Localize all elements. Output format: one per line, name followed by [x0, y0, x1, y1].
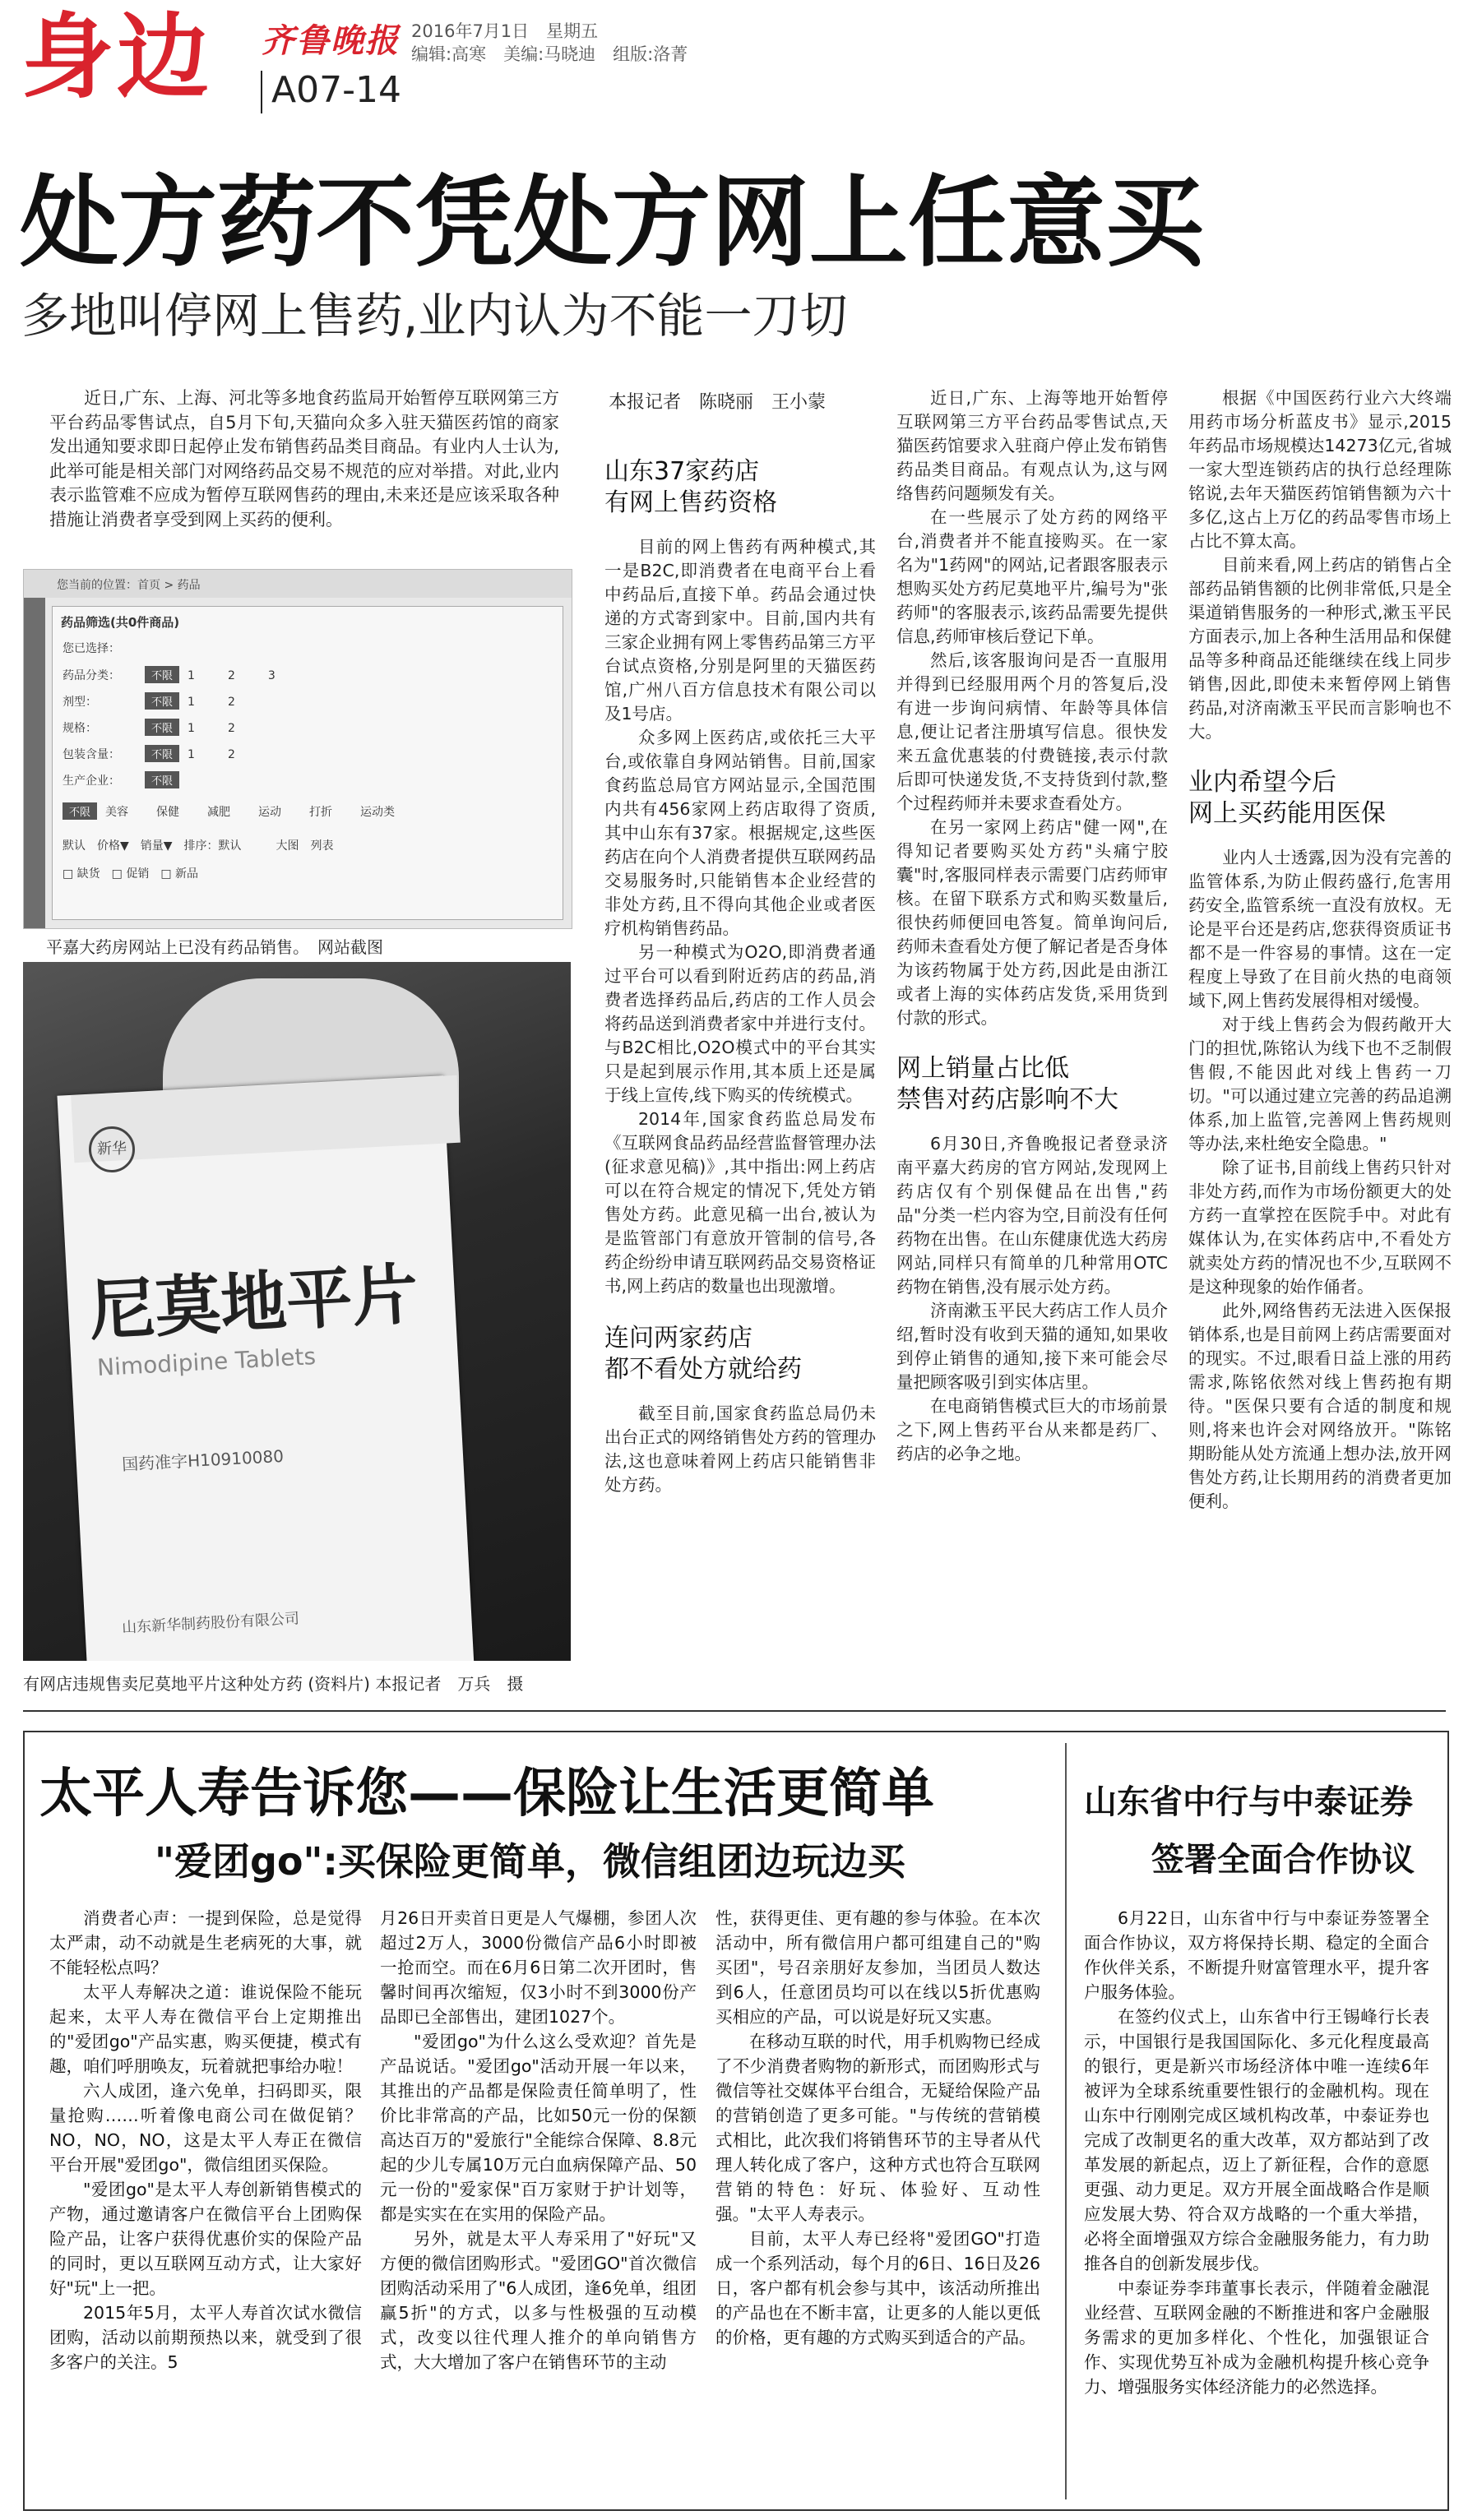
paragraph: 目前，太平人寿已经将"爱团GO"打造成一个系列活动，每个月的6日、16日及26日，客户都有机会参与其中，该活动所推出的产品也在不断丰富，让更多的人能以更低的价格，更有趣的方式购买到适合的产品。 [715, 2229, 1040, 2347]
paragraph: 另外，就是太平人寿采用了"好玩"又方便的微信团购形式。"爱团GO"首次微信团购活动采用了"6人成团，逢6免单，组团赢5折"的方式，以多与性极强的互动模式，改变以往代理人推介的单向销售方式，大大增加了客户在销售环节的主动 [380, 2229, 697, 2372]
paragraph: 业内人士透露,因为没有完善的监管体系,为防止假药盛行,危害用药安全,监管系统一直没有放权。无论是平台还是药店,您获得资质证书都不是一件容易的事情。这在一定程度上导致了在目前火热的电商领域下,网上售药发展得相对缓慢。 [1188, 848, 1452, 1010]
advertorial-column-3 [715, 1906, 1040, 2350]
filter-row [63, 745, 268, 762]
paragraph: 6月30日,齐鲁晚报记者登录济南平嘉大药房的官方网站,发现网上药店仅有个别保健品在出售,"药品"分类一栏内容为空,目前没有任何药物在出售。在山东健康优选大药房网站,同样只有简单的几种常用OTC药物在销售,没有展示处方药。 [896, 1134, 1168, 1297]
filter-option[interactable]: 不限 [145, 692, 179, 710]
filter-label: 药品分类： [63, 669, 120, 682]
breadcrumb-text: 您当前的位置：首页 > 药品 [57, 579, 201, 592]
paragraph: "爱团go"是太平人寿创新销售模式的产物，通过邀请客户在微信平台上团购保险产品，让客户获得优惠价实的保险产品的同时，更以互联网互动方式，让大家好好"玩"上一把。 [49, 2180, 362, 2298]
filter-label: 包装含量： [63, 748, 120, 761]
paragraph: 性，获得更佳、更有趣的参与体验。在本次活动中，所有微信用户都可组建自己的"购买团"，号召亲朋好友参加，当团员人数达到6人，任意团员均可以在线以5折优惠购买相应的产品，可以说是好玩又实惠。 [715, 1908, 1040, 2027]
panel-title: 药品筛选(共0件商品) [61, 615, 180, 630]
website-screenshot [23, 569, 572, 929]
filter-option[interactable]: 1 [188, 696, 195, 709]
bank-news-body [1084, 1906, 1429, 2399]
advertorial-column-2 [380, 1906, 697, 2374]
column3-subheading [896, 1053, 1168, 1116]
photo-caption: 有网店违规售卖尼莫地平片这种处方药 (资料片) 本报记者 万兵 摄 [23, 1674, 524, 1694]
sort-option[interactable]: 运动 [258, 806, 282, 819]
issue-date: 2016年7月1日 星期五 [411, 21, 599, 41]
paragraph: 另一种模式为O2O,即消费者通过平台可以看到附近药店的药品,消费者选择药品后,药店的工作人员会将药品送到消费者家中并进行支付。与B2C相比,O2O模式中的平台其实只是起到展示作用,其本质上还是属于线上宣传,线下购买的传统模式。 [604, 942, 876, 1105]
screenshot-caption: 平嘉大药房网站上已没有药品销售。 网站截图 [46, 937, 383, 957]
filter-option[interactable]: 1 [188, 722, 195, 735]
filter-row [63, 640, 145, 656]
filter-row [63, 666, 308, 683]
masthead-divider [261, 71, 262, 113]
column4-body-2 [1188, 846, 1452, 1514]
medicine-logo: 新华 [89, 1126, 135, 1172]
advertorial-column-rule [1065, 1743, 1067, 2499]
sort-option[interactable]: 保健 [156, 806, 180, 819]
medicine-name: 尼莫地平片 [87, 1255, 420, 1350]
filter-option[interactable]: 3 [267, 669, 276, 682]
section-title: 身边 [21, 4, 212, 111]
subheadline: 多地叫停网上售药,业内认为不能一刀切 [21, 288, 848, 344]
filter-row [63, 692, 268, 710]
toolbar-row: 默认 价格▼ 销量▼ 排序：默认 大图 列表 [63, 839, 334, 853]
sort-option[interactable]: 运动类 [360, 806, 396, 819]
paragraph: 在电商销售模式巨大的市场前景之下,网上售药平台从来都是药厂、药店的必争之地。 [896, 1396, 1168, 1463]
sort-option[interactable]: 打折 [309, 806, 333, 819]
paragraph: 太平人寿解决之道：谁说保险不能玩起来，太平人寿在微信平台上定期推出的"爱团go"产品实惠，购买便捷，模式有趣，咱们呼朋唤友，玩着就把事给办啦！ [49, 1982, 362, 2076]
paragraph: 在另一家网上药店"健一网",在得知记者要购买处方药"头痛宁胶囊"时,客服同样表示需要门店药师审核。在留下联系方式和购买数量后,很快药师便回电答复。简单询问后,药师未查看处方便了解记者是否身体为该药物属于处方药,因此是由浙江或者上海的实体药店发货,采用货到付款的形式。 [896, 817, 1168, 1028]
medicine-manufacturer: 山东新华制药股份有限公司 [121, 1610, 300, 1637]
filter-option[interactable]: 2 [227, 696, 235, 709]
filter-option[interactable]: 不限 [145, 719, 179, 736]
article-column-4 [1188, 386, 1452, 1514]
paragraph: 中泰证券李玮董事长表示，伴随着金融混业经营、互联网金融的不断推进和客户金融服务需求的更加多样化、个性化，加强银证合作、实现优势互补成为金融机构提升核心竞争力、增强服务实体经济能力的必然选择。 [1084, 2278, 1429, 2397]
sort-option[interactable]: 减肥 [207, 806, 231, 819]
bank-news-title-2: 签署全面合作协议 [1151, 1841, 1415, 1879]
paragraph: 目前的网上售药有两种模式,其一是B2C,即消费者在电商平台上看中药品后,直接下单。药品会通过快递的方式寄到家中。目前,国内共有三家企业拥有网上零售药品第三方平台试点资格,分别是阿里的天猫医药馆,广州八百方信息技术有限公司以及1号店。 [604, 537, 876, 724]
paragraph: 近日,广东、上海等地开始暂停互联网第三方平台药品零售试点,天猫医药馆要求入驻商户停止发布销售药品类目商品。有观点认为,这与网络售药问题频发有关。 [896, 388, 1168, 503]
filter-label: 您已选择： [63, 642, 120, 655]
subheading-line: 禁售对药店影响不大 [896, 1085, 1118, 1114]
advertorial-subtitle: "爱团go":买保险更简单，微信组团边玩边买 [155, 1839, 905, 1884]
advertorial-column-1 [49, 1906, 362, 2374]
paragraph: 在一些展示了处方药的网络平台,消费者并不能直接购买。在一家名为"1药网"的网站,记者跟客服表示想购买处方药尼莫地平片,编号为"张药师"的客服表示,该药品需要先提供信息,药师审核后登记下单。 [896, 507, 1168, 646]
editors-line: 编辑:高寒 美编:马晓迪 组版:洛菁 [411, 44, 688, 64]
paragraph: 众多网上医药店,或依托三大平台,或依靠自身网站销售。目前,国家食药监总局官方网站显示,全国范围内共有456家网上药店取得了资质,其中山东有37家。根据规定,这些医药店在向个人消费者提供互联网药品交易服务时,只能销售本企业经营的非处方药,且不得向其他企业或者医疗机构销售药品。 [604, 728, 876, 938]
paragraph: 6月22日，山东省中行与中泰证券签署全面合作协议，双方将保持长期、稳定的全面合作伙伴关系，不断提升财富管理水平，提升客户服务体验。 [1084, 1908, 1429, 2002]
column3-body-2 [896, 1132, 1168, 1466]
paragraph: 2014年,国家食药监总局发布《互联网食品药品经营监督管理办法(征求意见稿)》,其中指出:网上药店可以在符合规定的情况下,凭处方销售处方药。此意见稿一出台,被认为是监管部门有意放开管制的信号,各药企纷纷申请互联网药品交易资格证书,网上药店的数量也出现激增。 [604, 1109, 876, 1296]
filter-option[interactable]: 不限 [145, 745, 179, 762]
paragraph: 截至目前,国家食药监总局仍未出台正式的网络销售处方药的管理办法,这也意味着网上药店只能销售非处方药。 [604, 1403, 876, 1495]
subheading-line: 业内希望今后 [1188, 768, 1336, 797]
subheading-line: 网上销量占比低 [896, 1054, 1069, 1083]
section-divider [23, 1710, 1446, 1712]
column4-body-1 [1188, 386, 1452, 744]
screenshot-sidebar [24, 598, 45, 928]
checkbox-row: □ 缺货 □ 促销 □ 新品 [63, 867, 199, 881]
paragraph: 六人成团，逢六免单，扫码即买，限量抢购……听着像电商公司在做促销？NO，NO，NO，这是太平人寿正在微信平台开展"爱团go"，微信组团买保险。 [49, 2081, 362, 2175]
filter-option[interactable]: 2 [227, 669, 235, 682]
newspaper-logo: 齐鲁晚报 [262, 21, 400, 60]
column2-subheading-2 [604, 1323, 876, 1385]
paragraph: 月26日开卖首日更是人气爆棚，参团人次超过2万人，3000份微信产品6小时即被一抢而空。而在6月6日第二次开团时，售馨时间再次缩短，仅3小时不到3000份产品即已全部售出，建团1027个。 [380, 1908, 697, 2027]
paragraph: 济南漱玉平民大药店工作人员介绍,暂时没有收到天猫的通知,如果收到停止销售的通知,接下来可能会尽量把顾客吸引到实体店里。 [896, 1301, 1168, 1392]
paragraph: 在签约仪式上，山东省中行王锡峰行长表示，中国银行是我国国际化、多元化程度最高的银行，更是新兴市场经济体中唯一连续6年被评为全球系统重要性银行的金融机构。现在山东中行刚刚完成区域机构改革，中泰证券也完成了改制更名的重大改革，双方都站到了改革发展的新起点，迈上了新征程，合作的意愿更强、动力更足。双方开展全面战略合作是顺应发展大势、符合双方战略的一个重大举措，必将全面增强双方综合金融服务能力，有力助推各自的创新发展步伐。 [1084, 2007, 1429, 2273]
medicine-english-name: Nimodipine Tablets [96, 1343, 317, 1381]
filter-label: 剂型： [63, 696, 97, 709]
filter-row [63, 771, 188, 788]
filter-label: 规格： [63, 722, 97, 735]
paragraph: 对于线上售药会为假药敞开大门的担忧,陈铭认为线下也不乏制假售假,不能因此对线上售药一刀切。"可以通过建立完善的药品追溯体系,加上监管,完善网上售药规则等办法,来杜绝安全隐患。" [1188, 1015, 1452, 1154]
filter-option[interactable]: 1 [188, 748, 195, 761]
sort-row [63, 802, 423, 820]
screenshot-filter-panel [52, 606, 563, 920]
subheading-line: 连问两家药店 [604, 1324, 753, 1352]
column2-subheading-1 [604, 456, 876, 519]
medicine-photo [23, 962, 571, 1661]
paragraph: 除了证书,目前线上售药只针对非处方药,而作为市场份额更大的处方药一直掌控在医院手中。对此有媒体认为,在实体药店中,不看处方就卖处方药的情况也不少,互联网不是这种现象的始作俑者。 [1188, 1158, 1452, 1297]
advertorial-title: 太平人寿告诉您——保险让生活更简单 [39, 1764, 934, 1824]
lead-text: 近日,广东、上海、河北等多地食药监局开始暂停互联网第三方平台药品零售试点，自5月下旬,天猫向众多入驻天猫医药馆的商家发出通知要求即日起停止发布销售药品类目商品。有业内人士认为,此举可能是相关部门对网络药品交易不规范的应对举措。对此,业内表示监管难不应成为暂停互联网售药的理由,未来还是应该采取各种措施让消费者享受到网上买药的便利。 [49, 388, 559, 529]
paragraph: 然后,该客服询问是否一直服用并得到已经服用两个月的答复后,没有进一步询问病情、年龄等具体信息,便让记者注册填写信息。很快发来五盒优惠装的付费链接,表示付款后即可快递发货,不支持货到付款,整个过程药师并未要求查看处方。 [896, 650, 1168, 813]
bank-news-title-1: 山东省中行与中泰证券 [1084, 1783, 1413, 1821]
subheading-line: 山东37家药店 [604, 457, 760, 486]
headline: 处方药不凭处方网上任意买 [20, 166, 1204, 280]
column2-body-1 [604, 535, 876, 1298]
subheading-line: 都不看处方就给药 [604, 1355, 802, 1384]
column3-body-1 [896, 386, 1168, 1030]
subheading-line: 网上买药能用医保 [1188, 799, 1386, 828]
filter-option[interactable]: 2 [227, 722, 235, 735]
filter-option[interactable]: 不限 [145, 771, 179, 788]
filter-label: 生产企业： [63, 774, 120, 788]
medicine-approval-number: 国药准字H10910080 [121, 1445, 285, 1475]
paragraph: 在移动互联的时代，用手机购物已经成了不少消费者购物的新形式，而团购形式与微信等社交媒体平台组合，无疑给保险产品的营销创造了更多可能。"与传统的营销模式相比，此次我们将销售环节的主导者从代理人转化成了客户，这种方式也符合互联网营销的特色：好玩、体验好、互动性强。"太平人寿表示。 [715, 2032, 1040, 2224]
filter-option[interactable]: 2 [227, 748, 235, 761]
article-column-2 [604, 456, 876, 1497]
subheading-line: 有网上售药资格 [604, 488, 777, 517]
filter-option[interactable]: 不限 [145, 666, 179, 683]
paragraph: 此外,网络售药无法进入医保报销体系,也是目前网上药店需要面对的现实。不过,眼看日益上涨的用药需求,陈铭依然对线上售药抱有期待。"医保只要有合适的制度和规则,将来也许会对网络放开。"陈铭期盼能从处方流通上想办法,放开网售处方药,让长期用药的消费者更加便利。 [1188, 1301, 1452, 1511]
sort-option[interactable]: 美容 [105, 806, 129, 819]
screenshot-breadcrumb [24, 570, 572, 598]
column2-body-2 [604, 1402, 876, 1497]
article-column-3 [896, 386, 1168, 1466]
page-number: A07-14 [271, 69, 401, 111]
sort-option[interactable]: 不限 [63, 802, 97, 820]
lead-paragraph [49, 386, 559, 532]
paragraph: "爱团go"为什么这么受欢迎？首先是产品说话。"爱团go"活动开展一年以来，其推出的产品都是保险责任简单明了，性价比非常高的产品，比如50元一份的保额高达百万的"爱旅行"全能综合保障、8.8元起的少儿专属10万元白血病保障产品、50元一份的"爱家保"百万家财于护计划等，都是实实在在实用的保险产品。 [380, 2032, 697, 2224]
paragraph: 目前来看,网上药店的销售占全部药品销售额的比例非常低,只是全渠道销售服务的一种形式,漱玉平民方面表示,加上各种生活用品和保健品等多种商品还能继续在线上同步销售,因此,即使未来暂停网上销售药品,对济南漱玉平民而言影响也不大。 [1188, 555, 1452, 742]
filter-row [63, 719, 268, 736]
byline: 本报记者 陈晓丽 王小蒙 [609, 392, 827, 413]
paragraph: 消费者心声：一提到保险，总是觉得太严肃，动不动就是生老病死的大事，就不能轻松点吗？ [49, 1908, 362, 1977]
column4-subheading [1188, 767, 1452, 830]
filter-option[interactable]: 1 [188, 669, 195, 682]
paragraph: 根据《中国医药行业六大终端用药市场分析蓝皮书》显示,2015年药品市场规模达14273亿元,省城一家大型连锁药店的执行总经理陈铭说,去年天猫医药馆销售额为六十多亿,这占上万亿的药品零售市场上占比不算太高。 [1188, 388, 1452, 551]
paragraph: 2015年5月，太平人寿首次试水微信团购，活动以前期预热以来，就受到了很多客户的关注。5 [49, 2303, 362, 2372]
